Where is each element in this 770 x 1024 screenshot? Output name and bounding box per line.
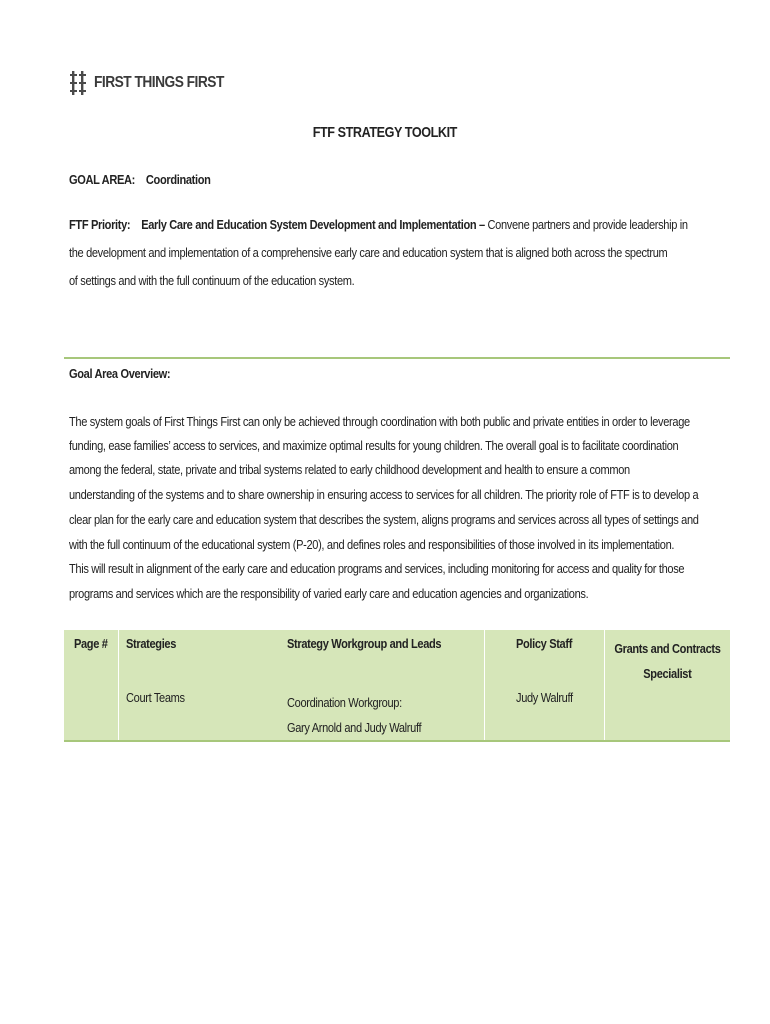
- row-page: [64, 686, 119, 741]
- goal-area: [69, 172, 236, 187]
- header-strategies: Strategies: [126, 636, 177, 651]
- priority-text: Convene partners and provide leadership in: [487, 217, 688, 232]
- row-policy-staff: Judy Walruff: [484, 686, 605, 741]
- header-grants-specialist: Grants and Contracts Specialist: [614, 641, 721, 681]
- table-header-row: [64, 630, 730, 686]
- overview-line-4: understanding of the systems and to share ownership in ensuring access to services for all children. The priority role of FTF is to develop a: [69, 487, 699, 502]
- priority-line-2: the development and implementation of a comprehensive early care and education system that is aligned both across the spectrum: [69, 245, 668, 260]
- row-workgroup: Coordination Workgroup: Gary Arnold and Judy Walruff: [282, 686, 484, 741]
- overview-line-3: among the federal, state, private and tribal systems related to early childhood development and health to ensure a common: [69, 462, 630, 477]
- priority-title: Early Care and Education System Development and Implementation –: [141, 217, 485, 232]
- goal-area-value: Coordination: [145, 172, 211, 187]
- section-divider: [64, 357, 730, 359]
- row-strategy: Court Teams: [119, 686, 282, 741]
- ftf-logo-icon: [70, 70, 88, 96]
- goal-area-label: GOAL AREA:: [69, 172, 135, 187]
- page-title: FTF STRATEGY TOOLKIT: [312, 124, 458, 141]
- ftf-logo: [70, 70, 245, 96]
- logo-text: FIRST THINGS FIRST: [94, 74, 224, 91]
- overview-line-6: with the full continuum of the educational system (P-20), and defines roles and responsibilities of those involved in its implementation.: [69, 537, 675, 552]
- overview-line-5: clear plan for the early care and education system that describes the system, aligns programs and services across all types of settings and: [69, 512, 699, 527]
- overview-line-1: The system goals of First Things First can only be achieved through coordination with both public and private entities in order to leverage: [69, 414, 690, 429]
- header-workgroup: Strategy Workgroup and Leads: [282, 630, 484, 686]
- row-grants: [605, 686, 730, 741]
- header-page: Page #: [64, 630, 119, 686]
- priority-line-1: [69, 217, 770, 232]
- overview-line-7: This will result in alignment of the early care and education programs and services, including monitoring for access and quality for those: [69, 561, 685, 576]
- priority-label: FTF Priority:: [69, 217, 131, 232]
- strategy-table: [64, 630, 730, 742]
- header-policy-staff: Policy Staff: [484, 630, 605, 686]
- table-row: [64, 686, 730, 741]
- overview-line-8: programs and services which are the responsibility of varied early care and education agencies and organizations.: [69, 586, 589, 601]
- overview-line-2: funding, ease families’ access to services, and maximize optimal results for young children. The overall goal is to facilitate coordination: [69, 438, 679, 453]
- priority-line-3: of settings and with the full continuum of the education system.: [69, 273, 355, 288]
- overview-heading: Goal Area Overview:: [69, 366, 171, 381]
